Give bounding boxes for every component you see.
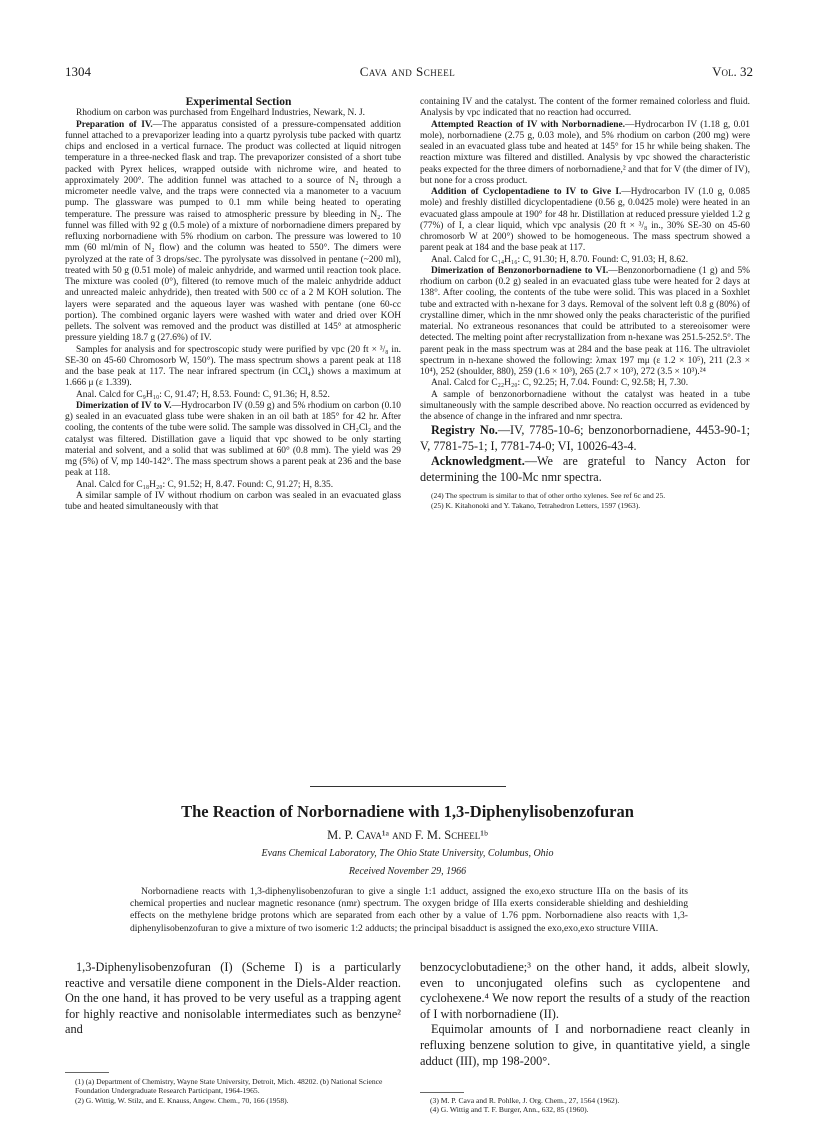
paragraph <box>420 120 750 188</box>
footnote: (2) G. Wittig, W. Stilz, and E. Knauss, Angew. Chem., 70, 166 (1958). <box>75 1095 289 1105</box>
paragraph-text: —The apparatus consisted of a pressure-compensated addition funnel attached to a prevaporizer leading into a quartz pyrolysis tube packed with quartz chips and enclosed in a vertical furnace. The product was collected at liquid nitrogen temperature in a three-necked flask and trap. The prevaporizer consisted of a short tube packed with Pyrex helices, wrapped outside with nichrome wire, and heated to approximately 200°. The addition funnel was attached to a source of N₂ through a micrometer needle valve, and the traps were connected via a manometer to a vacuum pump. The glassware was pumped to 0.1 mm while being heated to operating temperature. The pressure was raised to atmospheric pressure by bleeding in N₂. The funnel was filled with 92 g (0.5 mole) of a mixture of norbornadiene dimers prepared by refluxing norbornadiene with 5% rhodium on carbon. The pressure was lowered to 10 mm (60 ml/min of N₂ flow) and the column was heated to 550°. The dimers were pyrolyzed at the rate of 3 drops/sec. The pyrolysate was dissolved in pentane (~200 ml), treated with 50 g (0.51 mole) of maleic anhydride, and warmed until reaction took place. The mixture was cooled (0°), filtered (to remove much of the maleic anhydride adduct and unreacted maleic anhydride), then treated with 500 cc of a 2 M KOH solution. The layers were separated and the aqueous layer was washed with pentane (one 60-cc portion). The combined organic layers were washed with water and dried over KOH pellets. The solvent was removed and the product was distilled at 145° at atmospheric pressure yielding 18.7 g (27.6%) of IV. <box>65 119 401 344</box>
paragraph-text: —Hydrocarbon IV (0.59 g) and 5% rhodium on carbon (0.10 g) sealed in an evacuated glass tube were shaken in an oil bath at 185° for 42 hr. After cooling, the contents of the tube were solid. The sample was dissolved in CH₂Cl₂ and the catalyst was filtered. Distillation gave a liquid that vpc showed to be only starting material and solvent, and a solid that was sublimed at 60° (0.8 mm). The yield was 29 mg (5%) of V, mp 140-142°. The mass spectrum shows a parent peak at 236 and the base peak at 118. <box>65 400 401 479</box>
registry-text: —IV, 7785-10-6; benzonorbornadiene, 4453-90-1; V, 7781-75-1; I, 7781-74-0; VI, 10026-43-4. <box>420 423 750 453</box>
footnote-rule <box>65 1072 109 1073</box>
run-in-heading: Dimerization of Benzonorbornadiene to VI. <box>431 265 609 276</box>
analysis-line: Anal. Calcd for C₁₈H₂₀: C, 91.52; H, 8.47. Found: C, 91.27; H, 8.35. <box>76 479 334 490</box>
paragraph: Equimolar amounts of I and norbornadiene react cleanly in refluxing benzene solution to give, in quantitative yield, a single adduct (III), mp 198-200°. <box>420 1022 750 1068</box>
page-number: 1304 <box>65 64 91 79</box>
paragraph <box>65 401 401 480</box>
paragraph <box>420 187 750 255</box>
section-divider <box>310 786 506 787</box>
right-column <box>420 97 750 510</box>
paragraph <box>420 266 750 379</box>
footnotes-left <box>65 1077 401 1105</box>
paragraph-text: —Hydrocarbon IV (1.18 g, 0.01 mole), norbornadiene (2.75 g, 0.03 mole), and 5% rhodium on carbon (200 mg) were sealed in an evacuated glass tube and heated at 145° for 15 hr while being shaken. The reaction mixture was filtered and distilled. Analysis by vpc showed the characteristic peaks expected for the three dimers of norbornadiene,² and that for V (the dimer of IV), but none for a cross product. <box>420 119 750 186</box>
paragraph: containing IV and the catalyst. The content of the former remained colorless and fluid. Analysis by vpc indicated that no reaction had occurred. <box>420 97 750 119</box>
run-in-heading: Addition of Cyclopentadiene to IV to Give I. <box>431 187 622 197</box>
footnotes-right <box>420 1096 750 1115</box>
paragraph: A sample of benzonorbornadiene without the catalyst was heated in a tube simultaneously with the sample described above. No reaction occurred as evidenced by the absence of change in the infrared and nmr spectra. <box>420 389 750 422</box>
footnote: (4) G. Wittig and T. F. Burger, Ann., 632, 85 (1960). <box>430 1105 589 1115</box>
paragraph: Rhodium on carbon was purchased from Engelhard Industries, Newark, N. J. <box>76 108 365 119</box>
run-in-heading: Attempted Reaction of IV with Norbornadiene. <box>431 119 625 130</box>
running-header-authors: Cava and Scheel <box>359 64 456 79</box>
analysis-line: Anal. Calcd for C₂₂H₂₀: C, 92.25; H, 7.04. Found: C, 92.58; H, 7.30. <box>431 378 689 389</box>
run-in-heading: Dimerization of IV to V. <box>76 400 172 411</box>
footnote: (24) The spectrum is similar to that of other ortho xylenes. See ref 6c and 25. <box>431 491 666 501</box>
received-date: Received November 29, 1966 <box>348 866 467 877</box>
registry-numbers <box>420 423 750 454</box>
section-title: Experimental Section <box>185 96 292 108</box>
paragraph-text: —Hydrocarbon IV (1.0 g, 0.085 mole) and freshly distilled dicyclopentadiene (0.56 g, 0.0425 mole) were heated in an evacuated glass ampoule at 190° for 48 hr. Distillation at reduced pressure yielded 1.2 g (77%) of I, a clear liquid, which vpc analysis (20 ft × ³/₈ in., 30% SE-30 on 45-60 chromosorb W at 200°) showed to be homogeneous. The mass spectrum showed a parent peak at 184 and the base peak at 117. <box>420 187 750 254</box>
footnote: (3) M. P. Cava and R. Pohlke, J. Org. Chem., 27, 1564 (1962). <box>430 1096 620 1105</box>
intro-right-column <box>420 960 750 1069</box>
intro-left-column <box>65 960 401 1038</box>
paragraph <box>65 120 401 345</box>
run-in-heading: Preparation of IV. <box>76 119 153 130</box>
analysis-line: Anal. Calcd for C₁₄H₁₆: C, 91.30; H, 8.70. Found: C, 91.03; H, 8.62. <box>431 254 689 265</box>
analysis-line: Anal. Calcd for C₉H₁₀: C, 91.47; H, 8.53. Found: C, 91.36; H, 8.52. <box>76 389 330 400</box>
acknowledgment <box>420 454 750 485</box>
footnote: (25) K. Kitahonoki and Y. Takano, Tetrahedron Letters, 1597 (1963). <box>431 500 641 510</box>
acknowledgment-text: —We are grateful to Nancy Acton for determining the 100-Mc nmr spectra. <box>420 454 750 484</box>
volume-number: Vol. 32 <box>712 64 753 79</box>
article-authors: M. P. Cava¹ᵃ and F. M. Scheel¹ᵇ <box>327 828 488 842</box>
affiliation: Evans Chemical Laboratory, The Ohio State University, Columbus, Ohio <box>261 848 554 859</box>
run-in-heading: Registry No. <box>431 423 498 438</box>
paragraph: Samples for analysis and for spectroscopic study were purified by vpc (20 ft × ³/₈ in. SE-30 on 45-60 Chromosorb W, 150°). The mass spectrum shows a parent peak at 118 and the base peak at 117. The near infrared spectrum (in CCl₄) shows a maximum at 1.666 μ (ε 1.339). <box>65 344 401 389</box>
paragraph-text: —Benzonorbornadiene (1 g) and 5% rhodium on carbon (0.2 g) sealed in an evacuated glass tube were heated for 2 days at 138°. After cooling, the contents of the tube were solid. This was placed in a Soxhlet tube and extracted with n-hexane for 3 days. Removal of the solvent left 0.8 g (80%) of crystalline dimer, which in the nmr showed only the peaks characteristic of the purified material. No extraneous resonances that could be attributed to a stereoisomer were detected. The melting point after recrystallization from n-hexane was 251.5-252.5°. The parent peak in the mass spectrum was at 284 and the base peak at 116. The ultraviolet spectrum in n-hexane showed the following: λmax 197 mμ (ε 1.2 × 10⁵), 211 (2.3 × 10⁴), 252 (shoulder, 880), 259 (1.6 × 10³), 265 (2.7 × 10³), 272 (3.5 × 10³).²⁴ <box>420 265 750 377</box>
paragraph: A similar sample of IV without rhodium on carbon was sealed in an evacuated glass tube and heated simultaneously with that <box>65 490 401 512</box>
footnote: (1) (a) Department of Chemistry, Wayne State University, Detroit, Mich. 48202. (b) National Science Foundation Undergraduate Research Participant, 1964-1965. <box>75 1077 383 1096</box>
paragraph: 1,3-Diphenylisobenzofuran (I) (Scheme I) is a particularly reactive and versatile diene component in the Diels-Alder reaction. On the one hand, it has proved to be very useful as a trapping agent for highly reactive and nonisolable intermediates such as benzyne² and <box>65 960 401 1037</box>
run-in-heading: Acknowledgment. <box>431 454 525 469</box>
paragraph: benzocyclobutadiene;³ on the other hand, it adds, albeit slowly, even to unconjugated olefins such as cyclopentene and cyclohexene.⁴ We now report the results of a study of the reaction of I with norbornadiene (II). <box>420 960 750 1021</box>
left-column <box>65 97 401 513</box>
abstract: Norbornadiene reacts with 1,3-diphenylisobenzofuran to give a single 1:1 adduct, assigned the exo,exo structure IIIa on the basis of its chemical properties and nuclear magnetic resonance (nmr) spectrum. The oxygen bridge of IIIa exerts considerable shielding and deshielding effects on the methylene bridge protons which are separated from each other by a value of 1.76 ppm. Norbornadiene also reacts with 1,3-diphenylisobenzofuran to give a mixture of two isomeric 1:2 adducts; the principal bisadduct is assigned the exo,exo,exo structure VIIIA. <box>130 886 688 934</box>
footnote-rule <box>420 1092 464 1093</box>
article-title: The Reaction of Norbornadiene with 1,3-Diphenylisobenzofuran <box>181 802 634 821</box>
